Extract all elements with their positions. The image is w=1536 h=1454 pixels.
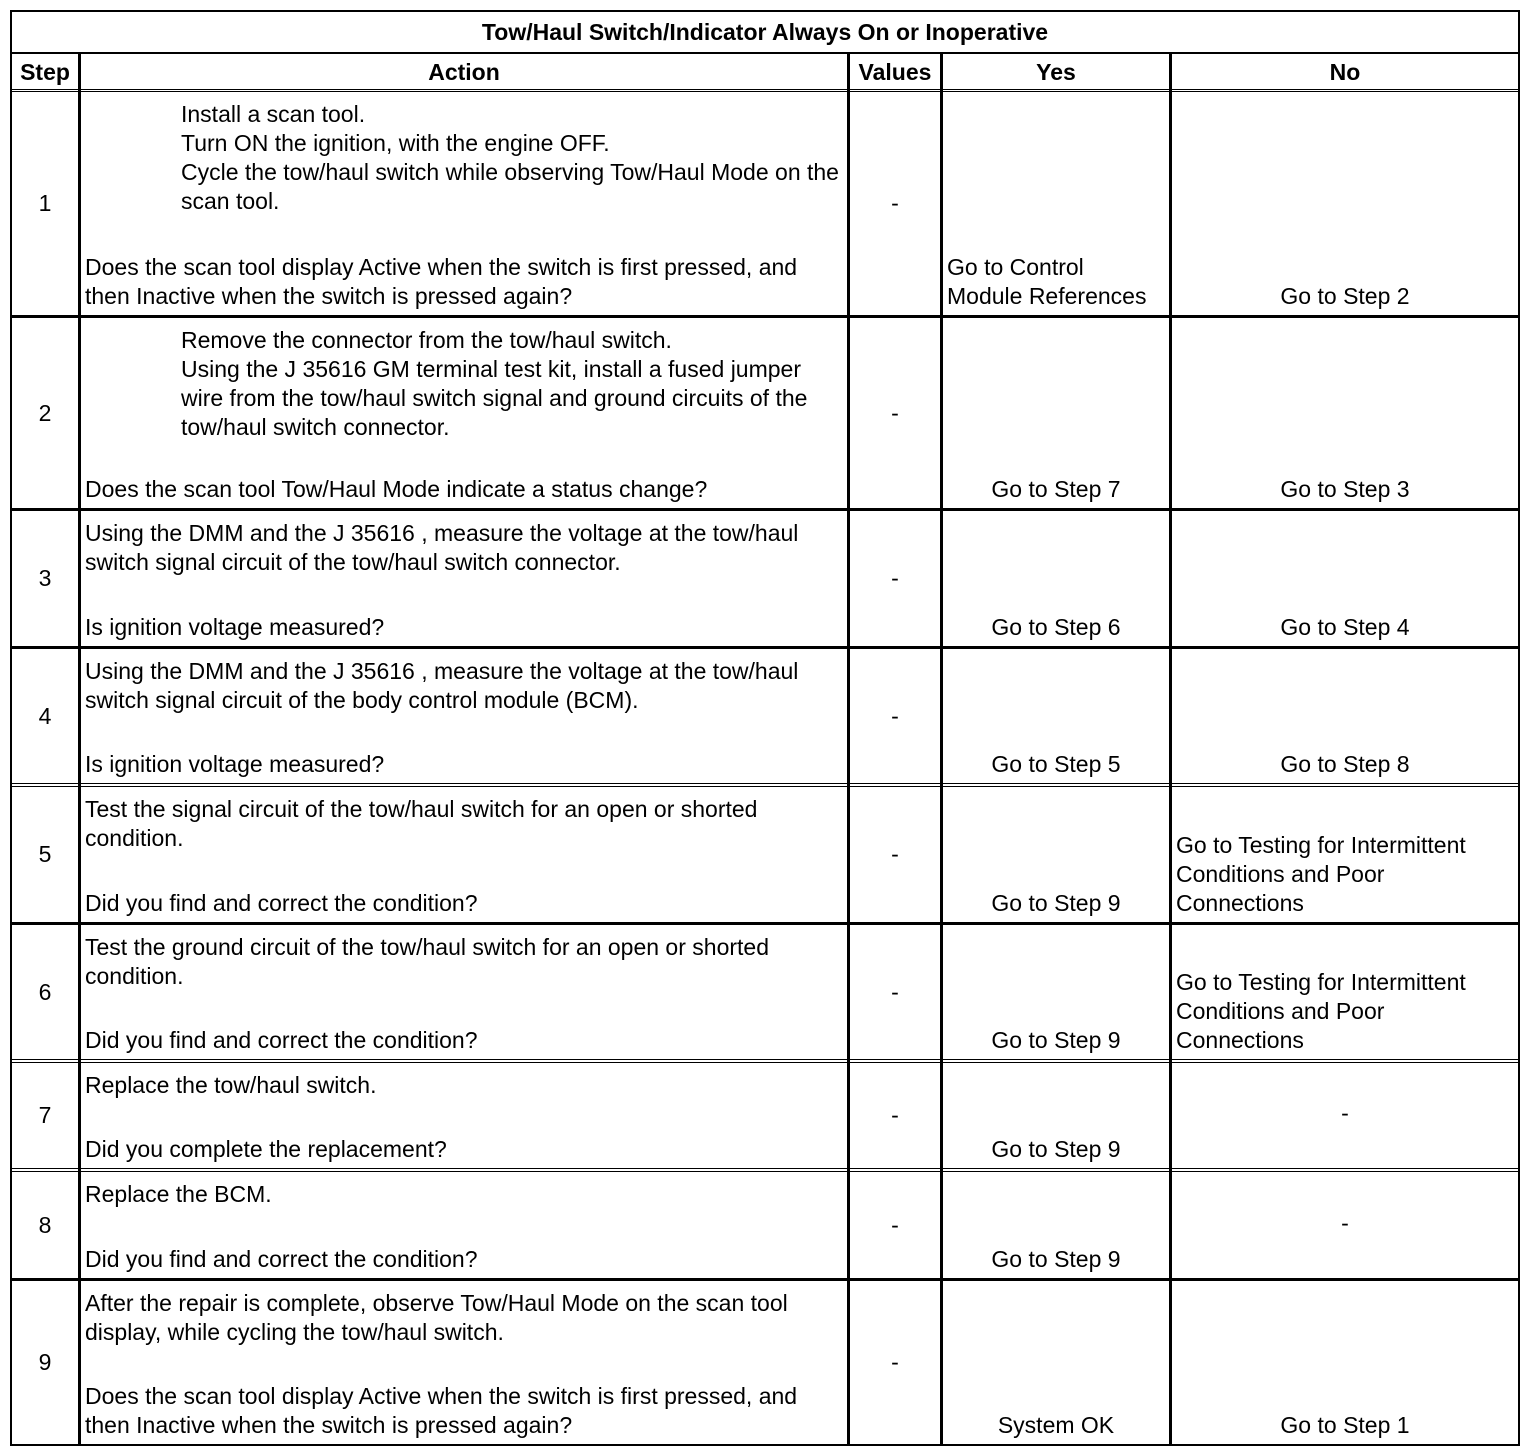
yes-cell: [943, 925, 1169, 1059]
yes-text: Go to Step 6: [991, 614, 1121, 640]
no-cell: [1172, 1281, 1518, 1444]
table-title: Tow/Haul Switch/Indicator Always On or Inoperative: [12, 12, 1518, 54]
step-number: 7: [38, 1102, 52, 1128]
column-divider: [78, 52, 81, 1444]
step-number: 5: [38, 841, 52, 867]
values-cell: -: [891, 399, 899, 426]
action-text: Test the ground circuit of the tow/haul switch for an open or shorted condition.: [85, 934, 769, 989]
step-number: 9: [38, 1349, 52, 1375]
values-cell: -: [891, 841, 899, 867]
action-text: Using the DMM and the J 35616 , measure the voltage at the tow/haul switch signal circuit of the body control module (BCM).: [85, 658, 799, 713]
instruction: Remove the connector from the tow/haul switch.: [181, 327, 672, 353]
column-divider: [1169, 52, 1172, 1444]
step-number: 6: [38, 978, 52, 1005]
no-cell: [1172, 925, 1518, 1059]
step-number: 4: [38, 702, 52, 729]
header-no: No: [1172, 52, 1518, 92]
column-divider: [847, 52, 850, 1444]
yes-text: Go to Step 7: [991, 476, 1121, 502]
action-cell: [81, 649, 847, 783]
step-number: 8: [38, 1211, 52, 1238]
instruction: Cycle the tow/haul switch while observing Tow/Haul Mode on the scan tool.: [181, 159, 839, 214]
action-question: Does the scan tool display Active when the switch is first pressed, and then Inactive when the switch is pressed again?: [85, 1383, 798, 1438]
values-cell: -: [891, 190, 899, 216]
yes-cell: [943, 511, 1169, 646]
diagnostic-table: [10, 10, 1520, 1446]
yes-cell: [943, 787, 1169, 922]
no-cell: [1172, 787, 1518, 922]
action-question: Does the scan tool Tow/Haul Mode indicate a status change?: [85, 476, 708, 502]
table-row: [12, 92, 1518, 318]
table-row: [12, 787, 1518, 925]
step-number: 2: [38, 399, 52, 426]
no-text: Go to Step 3: [1280, 476, 1410, 502]
no-cell: [1172, 92, 1518, 315]
action-question: Does the scan tool display Active when the switch is first pressed, and then Inactive when the switch is pressed again?: [85, 254, 798, 309]
yes-cell: [943, 1063, 1169, 1168]
no-text: -: [1341, 1209, 1349, 1236]
no-text: Go to Step 1: [1280, 1412, 1410, 1438]
action-cell: [81, 511, 847, 646]
step-number: 3: [38, 565, 52, 591]
yes-text: System OK: [997, 1412, 1115, 1438]
values-cell: -: [891, 978, 899, 1005]
instruction: Using the J 35616 GM terminal test kit, install a fused jumper wire from the tow/haul switch signal and ground circuits of the tow/haul switch connector.: [181, 356, 808, 440]
yes-text: Go to Step 9: [991, 1136, 1121, 1162]
action-cell: [81, 318, 847, 508]
action-cell: [81, 1172, 847, 1278]
action-cell: [81, 1281, 847, 1444]
table-row: [12, 1172, 1518, 1281]
table-row: [12, 925, 1518, 1063]
action-question: Is ignition voltage measured?: [85, 751, 385, 777]
instruction: Turn ON the ignition, with the engine OFF.: [181, 130, 610, 156]
action-text: After the repair is complete, observe Tow/Haul Mode on the scan tool display, while cycling the tow/haul switch.: [85, 1290, 788, 1345]
action-question: Did you find and correct the condition?: [85, 890, 478, 916]
header-values: Values: [850, 52, 940, 92]
no-cell: [1172, 649, 1518, 783]
column-divider: [940, 52, 943, 1444]
yes-cell: [943, 92, 1169, 315]
table-row: [12, 318, 1518, 511]
action-question: Did you find and correct the condition?: [85, 1027, 478, 1053]
values-cell: -: [891, 565, 899, 591]
action-cell: [81, 787, 847, 922]
yes-cell: [943, 318, 1169, 508]
no-cell: [1172, 1172, 1518, 1278]
values-cell: -: [891, 1349, 899, 1375]
action-question: Did you complete the replacement?: [85, 1136, 447, 1162]
action-text: Replace the BCM.: [85, 1181, 272, 1207]
action-cell: [81, 925, 847, 1059]
no-cell: [1172, 318, 1518, 508]
no-text: Go to Step 2: [1280, 283, 1410, 309]
action-cell: [81, 1063, 847, 1168]
table-row: [12, 1281, 1518, 1444]
yes-text: Go to Control Module References: [947, 254, 1147, 309]
table-row: [12, 1063, 1518, 1172]
action-cell: [81, 92, 847, 315]
action-text: Test the signal circuit of the tow/haul switch for an open or shorted condition.: [85, 796, 758, 851]
step-number: 1: [38, 190, 52, 216]
no-cell: [1172, 511, 1518, 646]
values-cell: -: [891, 702, 899, 729]
no-text: Go to Testing for Intermittent Conditions and Poor Connections: [1176, 969, 1466, 1053]
table-row: [12, 511, 1518, 649]
no-text: Go to Testing for Intermittent Conditions and Poor Connections: [1176, 832, 1466, 916]
table-row: [12, 649, 1518, 787]
instruction: Install a scan tool.: [181, 101, 366, 127]
no-text: Go to Step 8: [1280, 751, 1410, 777]
values-cell: -: [891, 1211, 899, 1238]
action-text: Replace the tow/haul switch.: [85, 1072, 377, 1098]
yes-cell: [943, 1281, 1169, 1444]
action-question: Did you find and correct the condition?: [85, 1246, 478, 1272]
no-text: -: [1341, 1100, 1349, 1126]
yes-cell: [943, 1172, 1169, 1278]
header-step: Step: [12, 52, 78, 92]
yes-text: Go to Step 9: [991, 890, 1121, 916]
yes-text: Go to Step 9: [991, 1246, 1121, 1272]
no-text: Go to Step 4: [1280, 614, 1410, 640]
yes-cell: [943, 649, 1169, 783]
values-cell: -: [891, 1102, 899, 1128]
header-yes: Yes: [943, 52, 1169, 92]
no-cell: [1172, 1063, 1518, 1168]
yes-text: Go to Step 5: [991, 751, 1121, 777]
action-text: Using the DMM and the J 35616 , measure the voltage at the tow/haul switch signal circuit of the tow/haul switch connector.: [85, 520, 799, 575]
header-action: Action: [81, 52, 847, 92]
action-question: Is ignition voltage measured?: [85, 614, 385, 640]
yes-text: Go to Step 9: [991, 1027, 1121, 1053]
